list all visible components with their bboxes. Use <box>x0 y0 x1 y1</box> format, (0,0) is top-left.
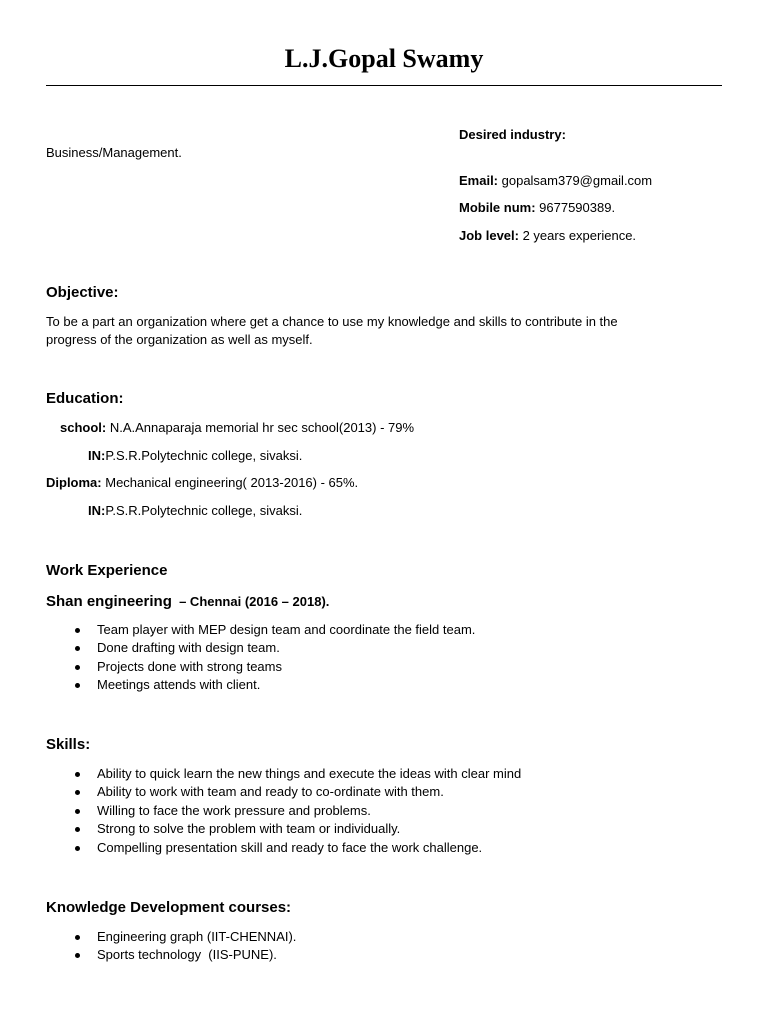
education-heading: Education: <box>46 390 124 407</box>
work-bullet-list <box>46 621 475 695</box>
bullet-icon <box>75 665 80 670</box>
list-item <box>46 928 296 946</box>
email-label: Email: <box>459 173 499 188</box>
diploma-line <box>46 475 358 490</box>
work-company-line <box>46 593 329 610</box>
header-divider <box>46 85 722 86</box>
resume-name: L.J.Gopal Swamy <box>284 44 484 73</box>
courses-heading: Knowledge Development courses: <box>46 899 292 916</box>
diploma-value: Mechanical engineering( 2013-2016) - 65%. <box>101 475 359 490</box>
desired-industry-label: Desired industry: <box>459 127 566 142</box>
list-item <box>46 820 521 838</box>
list-item-text: Strong to solve the problem with team or individually. <box>97 821 401 837</box>
list-item <box>46 639 475 657</box>
list-item <box>46 658 475 676</box>
list-item <box>46 783 521 801</box>
list-item <box>46 621 475 639</box>
school-label: school: <box>60 420 107 435</box>
list-item-text: Projects done with strong teams <box>97 658 282 674</box>
school-in-value: P.S.R.Polytechnic college, sivaksi. <box>105 448 303 463</box>
school-institution-line <box>88 448 302 463</box>
mobile-value: 9677590389. <box>535 200 616 215</box>
job-level-label: Job level: <box>459 228 519 243</box>
mobile-label: Mobile num: <box>459 200 536 215</box>
email-line <box>459 173 652 188</box>
list-item-text: Willing to face the work pressure and problems. <box>97 802 371 818</box>
job-level-line <box>459 228 636 243</box>
diploma-label: Diploma: <box>46 475 102 490</box>
company-name: Shan engineering <box>46 593 172 610</box>
list-item-text: Ability to work with team and ready to co-ordinate with them. <box>97 784 444 800</box>
list-item-text: Ability to quick learn the new things and execute the ideas with clear mind <box>97 766 522 781</box>
email-value: gopalsam379@gmail.com <box>498 173 653 188</box>
diploma-institution-line <box>88 503 302 518</box>
list-item-text: Team player with MEP design team and coordinate the field team. <box>97 622 476 637</box>
bullet-icon <box>75 809 80 814</box>
diploma-in-value: P.S.R.Polytechnic college, sivaksi. <box>105 503 303 518</box>
school-line <box>60 420 414 435</box>
list-item-text: Engineering graph (IIT-CHENNAI). <box>97 929 297 944</box>
list-item <box>46 839 521 857</box>
company-location: – Chennai (2016 – 2018). <box>171 594 330 609</box>
list-item-text: Meetings attends with client. <box>97 677 261 693</box>
mobile-line <box>459 200 615 215</box>
bullet-icon <box>75 935 80 940</box>
bullet-icon <box>75 827 80 832</box>
diploma-in-label: IN: <box>88 503 106 518</box>
objective-line-2: progress of the organization as well as myself. <box>46 332 313 347</box>
work-heading: Work Experience <box>46 562 168 579</box>
school-in-label: IN: <box>88 448 106 463</box>
bullet-icon <box>75 683 80 688</box>
list-item-text: Done drafting with design team. <box>97 640 280 656</box>
bullet-icon <box>75 772 80 777</box>
bullet-icon <box>75 953 80 958</box>
list-item-text: Sports technology (IIS-PUNE). <box>97 947 277 963</box>
desired-industry-value: Business/Management. <box>46 145 182 160</box>
skills-bullet-list <box>46 765 521 857</box>
bullet-icon <box>75 846 80 851</box>
bullet-icon <box>75 628 80 633</box>
bullet-icon <box>75 646 80 651</box>
school-value: N.A.Annaparaja memorial hr sec school(2013) - 79% <box>106 420 415 435</box>
courses-bullet-list <box>46 928 296 965</box>
job-level-value: 2 years experience. <box>518 228 637 243</box>
list-item <box>46 765 521 783</box>
list-item <box>46 802 521 820</box>
skills-heading: Skills: <box>46 736 91 753</box>
objective-line-1: To be a part an organization where get a chance to use my knowledge and skills to contribute in the <box>46 314 618 329</box>
objective-heading: Objective: <box>46 284 119 301</box>
list-item-text: Compelling presentation skill and ready to face the work challenge. <box>97 839 483 855</box>
list-item <box>46 676 475 694</box>
list-item <box>46 946 296 964</box>
bullet-icon <box>75 790 80 795</box>
